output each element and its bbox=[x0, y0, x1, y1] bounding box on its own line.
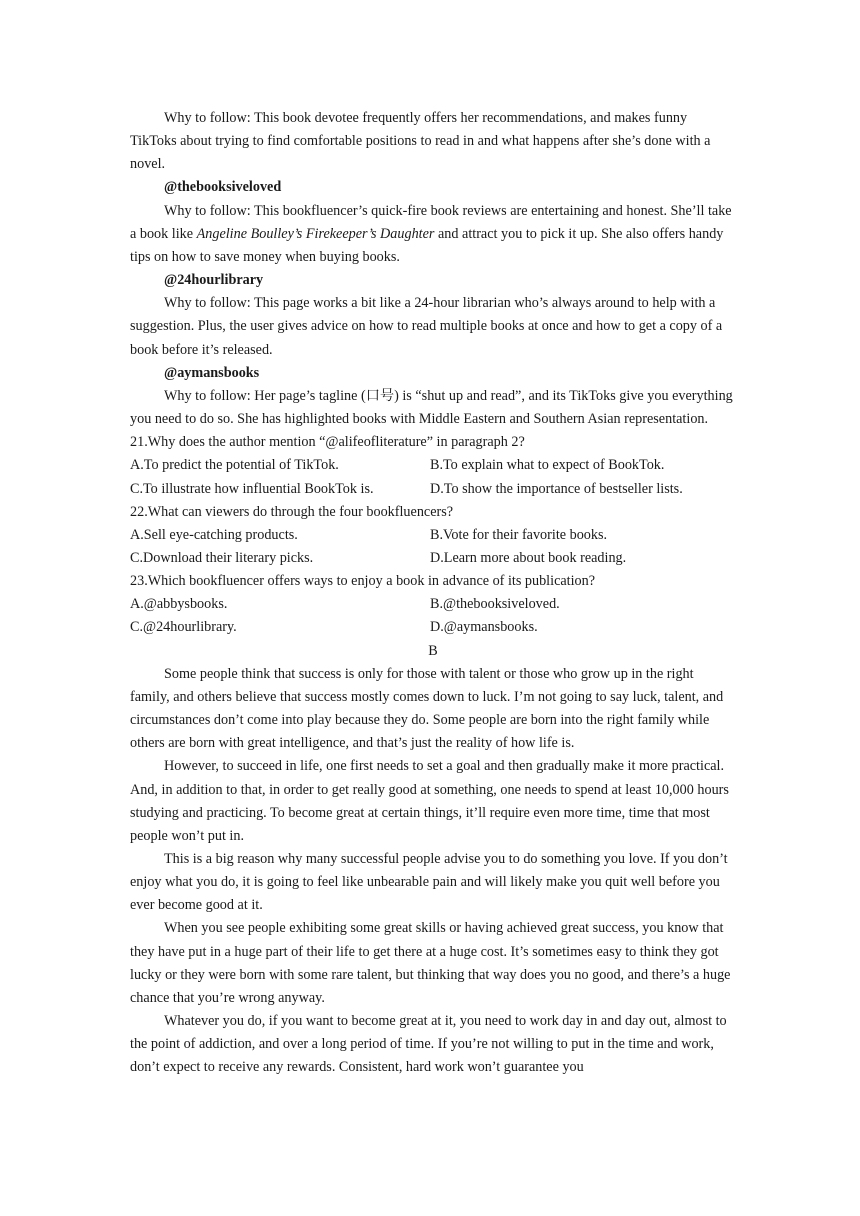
option-d: D.@aymansbooks. bbox=[430, 619, 538, 636]
option-b: B.@thebooksiveloved. bbox=[430, 596, 560, 613]
handle-aymansbooks: @aymansbooks bbox=[164, 364, 260, 381]
question-21-options-row-2 bbox=[130, 478, 736, 501]
24hourlibrary-paragraph: Why to follow: This page works a bit like a 24-hour librarian who’s always around to help with a suggestion. Plus, the user gives advice on how to read multiple books at once and how to get a copy of a book before it’s released. bbox=[130, 295, 723, 358]
option-a: A.@abbysbooks. bbox=[130, 596, 228, 613]
passage-b-paragraph-4: When you see people exhibiting some great skills or having achieved great success, you know that they have put in a huge part of their life to get there at a huge cost. It’s sometimes easy to think they got lucky or they were born with some rare talent, but thinking that way does you no good, and there’s a huge chance that you’re wrong anyway. bbox=[130, 920, 731, 1006]
question-23-options-row-1 bbox=[130, 593, 736, 616]
passage-b-paragraph-1: Some people think that success is only for those with talent or those who grow up in the right family, and others believe that success mostly comes down to luck. I’m not going to say luck, talent, and circumstances don’t come into play because they do. Some people are born into the right family while others are born with great intelligence, and that’s just the reality of how life is. bbox=[130, 665, 724, 752]
passage-a-intro-paragraph: Why to follow: This book devotee frequently offers her recommendations, and makes funny TikToks about trying to find comfortable positions to read in and what happens after she’s done with a novel. bbox=[130, 110, 711, 173]
thebooksiveloved-paragraph bbox=[130, 200, 736, 269]
option-c: C.To illustrate how influential BookTok is. bbox=[130, 480, 374, 497]
handle-thebooksiveloved: @thebooksiveloved bbox=[164, 179, 282, 196]
question-22-stem: 22.What can viewers do through the four bookfluencers? bbox=[130, 503, 454, 520]
option-a: A.To predict the potential of TikTok. bbox=[130, 457, 339, 474]
question-21-stem: 21.Why does the author mention “@alifeofliterature” in paragraph 2? bbox=[130, 434, 525, 451]
passage-b-paragraph-5: Whatever you do, if you want to become great at it, you need to work day in and day out, almost to the point of addiction, and over a long period of time. If you’re not willing to put in the time and work, don’t expect to receive any rewards. Consistent, hard work won’t guarantee you bbox=[130, 1013, 727, 1076]
question-23-options-row-2 bbox=[130, 616, 736, 639]
aymansbooks-paragraph: Why to follow: Her page’s tagline (口号) is “shut up and read”, and its TikToks give you everything you need to do so. She has highlighted books with Middle Eastern and Southern Asian representation. bbox=[130, 387, 733, 428]
book-title: Angeline Boulley’s Firekeeper’s Daughter bbox=[196, 225, 435, 242]
passage-b-paragraph-2: However, to succeed in life, one first needs to set a goal and then gradually make it more practical. And, in addition to that, in order to get really good at something, one needs to spend at least 10,000 hours studying and practicing. To become great at certain things, it’ll require even more time, time that most people won’t put in. bbox=[130, 758, 729, 844]
option-d: D.To show the importance of bestseller lists. bbox=[430, 480, 683, 497]
option-a: A.Sell eye-catching products. bbox=[130, 526, 298, 543]
passage-b-label: B bbox=[428, 642, 438, 659]
question-22-options-row-1 bbox=[130, 524, 736, 547]
passage-b-paragraph-3: This is a big reason why many successful people advise you to do something you love. If you don’t enjoy what you do, it is going to feel like unbearable pain and will likely make you quit well before you ever become good at it. bbox=[130, 851, 728, 914]
handle-24hourlibrary: @24hourlibrary bbox=[164, 272, 264, 289]
paragraph-text: Why to follow: This bookfluencer’s quick-fire book reviews are entertaining and honest. She’ll take a book like bbox=[130, 202, 732, 242]
option-b: B.Vote for their favorite books. bbox=[430, 526, 608, 543]
question-22-options-row-2 bbox=[130, 547, 736, 570]
question-23-stem: 23.Which bookfluencer offers ways to enjoy a book in advance of its publication? bbox=[130, 573, 596, 590]
option-d: D.Learn more about book reading. bbox=[430, 549, 627, 566]
question-21-options-row-1 bbox=[130, 454, 736, 477]
option-c: C.Download their literary picks. bbox=[130, 549, 314, 566]
paragraph-text: and attract you to pick it up. She also offers handy tips on how to save money when buying books. bbox=[130, 225, 724, 265]
option-b: B.To explain what to expect of BookTok. bbox=[430, 457, 665, 474]
document-body bbox=[130, 107, 736, 1080]
option-c: C.@24hourlibrary. bbox=[130, 619, 237, 636]
